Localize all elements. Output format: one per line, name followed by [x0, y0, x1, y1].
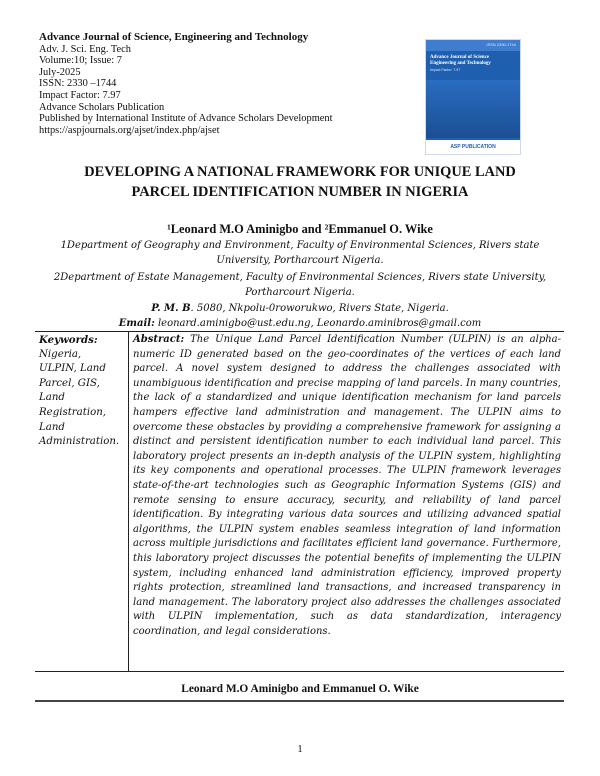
journal-url[interactable]: https://aspjournals.org/ajset/index.php/ajset	[39, 124, 220, 136]
keyword-item: Parcel, GIS,	[39, 377, 100, 389]
footer-authors: Leonard M.O Aminigbo and Emmanuel O. Wike	[181, 683, 419, 695]
pmb-text: . 5080, Nkpolu-0roworukwo, Rivers State, Nigeria.	[190, 303, 449, 314]
author-email	[36, 316, 564, 331]
keyword-item: Land	[39, 421, 65, 433]
column-divider	[128, 332, 129, 671]
journal-publisher: Advance Scholars Publication	[39, 101, 165, 113]
email-label: Email:	[118, 318, 155, 329]
postal-address	[36, 301, 564, 316]
keyword-item: Nigeria,	[39, 348, 82, 360]
journal-header	[39, 32, 419, 136]
keyword-item: Administration.	[39, 436, 120, 448]
keywords-abstract-box	[35, 331, 564, 672]
affiliation-1: 1Department of Geography and Environment, Faculty of Environmental Sciences, Rivers state University, Portharcourt Nigeria.	[60, 240, 540, 266]
paper-title-line-1: DEVELOPING A NATIONAL FRAMEWORK FOR UNIQUE LAND	[84, 164, 516, 180]
email-text[interactable]: leonard.aminigbo@ust.edu.ng, Leonardo.aminibros@gmail.com	[154, 318, 482, 329]
affiliation-2: 2Department of Estate Management, Faculty of Environmental Sciences, Rivers state University, Portharcourt Nigeria.	[53, 272, 547, 298]
cover-publisher: ASP PUBLICATION	[426, 140, 520, 154]
keywords-label: Keywords:	[39, 334, 98, 346]
keyword-item: ULPIN, Land	[39, 363, 106, 375]
abstract-body	[133, 333, 561, 639]
abstract-label: Abstract:	[133, 334, 185, 345]
keyword-item: Registration,	[39, 406, 107, 418]
journal-cover-image	[426, 40, 520, 154]
journal-date: July-2025	[39, 66, 81, 78]
journal-impact-factor: Impact Factor: 7.97	[39, 89, 121, 101]
journal-volume-issue: Volume:10; Issue: 7	[39, 55, 122, 67]
cover-subtitle: Impact Factor: 7.97	[430, 68, 461, 72]
paper-title-line-2: PARCEL IDENTIFICATION NUMBER IN NIGERIA	[131, 184, 469, 200]
journal-issn: ISSN: 2330 –1744	[39, 78, 117, 90]
pmb-label: P. M. B	[151, 303, 191, 314]
abstract-text: The Unique Land Parcel Identification Number (ULPIN) is an alpha-numeric ID generated based on the geo-coordinates of the vertices of each land parcel. A novel system designed to address the challenges associated with unambiguous identification and precise mapping of land parcels. In many countries, the lack of a standardized and unique identification mechanism for land parcels hampers effective land administration and management. The ULPIN aims to overcome these obstacles by providing a comprehensive framework for assigning a distinct and persistent identification number to each individual land parcel. This laboratory project presents an in-depth analysis of the ULPIN system, highlighting its key components and operational processes. The ULPIN framework leverages state-of-the-art technologies such as Geographic Information Systems (GIS) and remote sensing to ensure accuracy, security, and reliability of land parcel identification. By integrating various data sources and utilizing advanced spatial algorithms, the ULPIN system enables seamless integration of land information across multiple jurisdictions and facilitates efficient land governance. Furthermore, this laboratory project discusses the potential benefits of implementing the ULPIN system, including enhanced land administration efficiency, improved property rights protection, streamlined land transactions, and increased transparency in land management. The laboratory project also addresses the challenges associated with ULPIN implementation, such as data standardization, interagency coordination, and legal considerations.	[133, 334, 561, 637]
journal-title: Advance Journal of Science, Engineering and Technology	[39, 31, 309, 43]
journal-published-by: Published by International Institute of Advance Scholars Development	[39, 113, 333, 125]
cover-top-text: ISSN 2330-1744	[486, 42, 516, 47]
keyword-item: Land	[39, 392, 65, 404]
journal-abbrev: Adv. J. Sci. Eng. Tech	[39, 43, 131, 55]
paper-title	[40, 162, 560, 202]
footer-rule	[35, 700, 564, 702]
page-number: 1	[297, 743, 303, 755]
keywords-column	[39, 333, 125, 450]
cover-artwork	[426, 80, 520, 138]
paper-authors: ¹Leonard M.O Aminigbo and ²Emmanuel O. Wike	[167, 222, 433, 236]
cover-title: Advance Journal of Science Engineering and Technology	[430, 55, 491, 66]
